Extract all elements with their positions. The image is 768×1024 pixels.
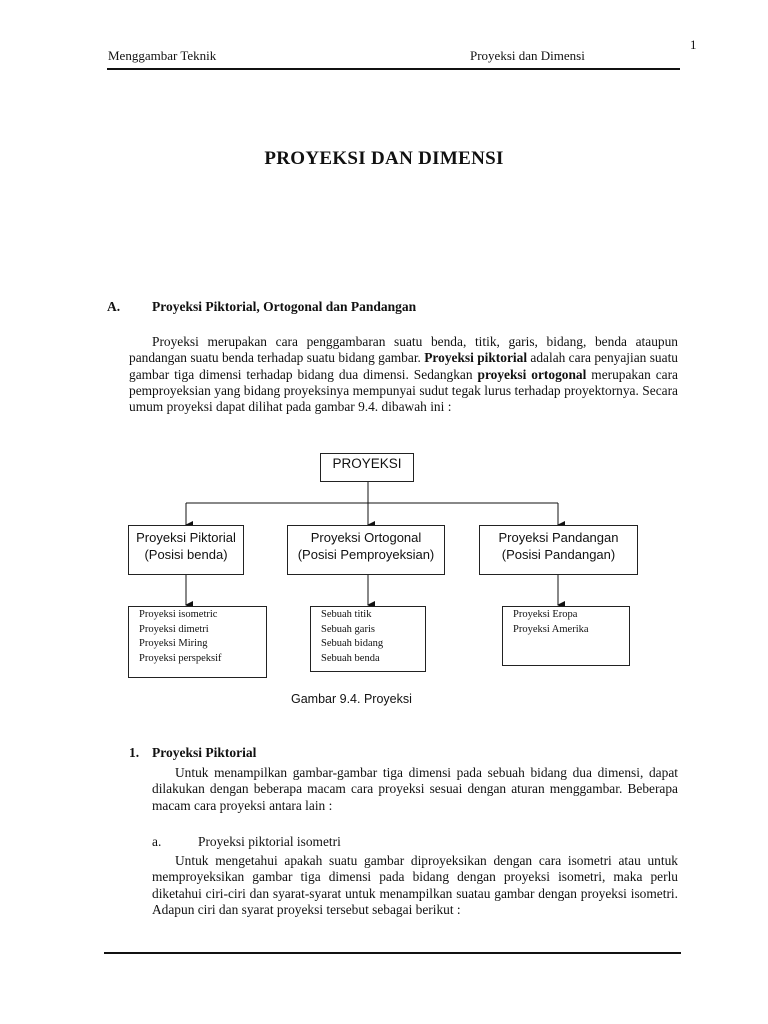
- branch-piktorial-title: Proyeksi Piktorial: [136, 530, 236, 545]
- list-item: Sebuah garis: [321, 623, 375, 635]
- intro-text-3: merupakan cara pemproyeksian yang bidang proyeksinya mempunyai sudut tegak lurus terhadap proyektornya. Secara umum proyeksi dapat dilihat pada gambar 9.4. dibawah ini :: [129, 366, 678, 415]
- figure-caption: Gambar 9.4. Proyeksi: [291, 692, 412, 706]
- header-left: Menggambar Teknik: [108, 48, 217, 63]
- branch-piktorial-subtitle: (Posisi benda): [144, 547, 228, 562]
- header-right: Proyeksi dan Dimensi: [470, 48, 585, 63]
- term-proyeksi-ortogonal: proyeksi ortogonal: [477, 366, 587, 382]
- section-1-heading: Proyeksi Piktorial: [152, 745, 257, 760]
- branch-ortogonal-subtitle: (Posisi Pemproyeksian): [297, 547, 435, 562]
- branch-box-pandangan: [479, 525, 638, 575]
- list-box-ortogonal: [310, 606, 426, 672]
- diagram-root-box: [320, 453, 414, 482]
- intro-text-1: Proyeksi merupakan cara penggambaran suatu benda, titik, garis, bidang, benda ataupun pandangan suatu benda terhadap suatu bidang gambar.: [129, 334, 678, 366]
- list-item: Proyeksi Miring: [139, 638, 208, 649]
- list-item: Sebuah bidang: [321, 638, 384, 649]
- term-proyeksi-piktorial: Proyeksi piktorial: [424, 350, 528, 366]
- section-a-letter: A.: [107, 299, 121, 314]
- subsection-a-letter: a.: [152, 834, 162, 849]
- diagram-root-label: PROYEKSI: [332, 456, 402, 471]
- subsection-a-paragraph: Untuk mengetahui apakah suatu gambar diproyeksikan dengan cara isometri atau untuk memproyeksikan gambar tiga dimensi pada bidang dengan proyeksi isometri, maka perlu diketahui ciri-ciri dan syarat-syarat untuk menampilkan suatau gambar dengan proyeksi isometri. Adapun ciri dan syarat proyeksi tersebut sebagai berikut :: [152, 853, 678, 917]
- section-1-number: 1.: [129, 745, 140, 760]
- list-item: Sebuah benda: [321, 652, 380, 664]
- subsection-a-heading: Proyeksi piktorial isometri: [198, 834, 341, 849]
- list-item: Proyeksi Amerika: [513, 623, 589, 635]
- branch-box-ortogonal: [287, 525, 445, 575]
- branch-pandangan-title: Proyeksi Pandangan: [498, 530, 619, 545]
- list-item: Proyeksi Eropa: [513, 609, 578, 620]
- section-1-paragraph: Untuk menampilkan gambar-gambar tiga dimensi pada sebuah bidang dua dimensi, dapat dilakukan dengan beberapa macam cara proyeksi sesuai dengan aturan menggambar. Beberapa macam cara proyeksi antara lain :: [152, 765, 678, 813]
- branch-pandangan-subtitle: (Posisi Pandangan): [501, 547, 616, 562]
- footer-rule: [104, 952, 681, 954]
- list-box-pandangan: [502, 606, 630, 666]
- branch-ortogonal-title: Proyeksi Ortogonal: [310, 530, 422, 545]
- list-box-piktorial: [128, 606, 267, 678]
- page-title: PROYEKSI DAN DIMENSI: [264, 148, 504, 169]
- list-item: Proyeksi dimetri: [139, 623, 209, 635]
- list-item: Proyeksi isometric: [139, 609, 218, 620]
- list-item: Sebuah titik: [321, 609, 372, 620]
- intro-text-2: adalah cara penyajian suatu gambar tiga dimensi terhadap bidang dua dimensi. Sedangkan: [129, 350, 678, 382]
- branch-box-piktorial: [128, 525, 244, 575]
- page-number: 1: [690, 37, 697, 52]
- list-item: Proyeksi perspeksif: [139, 652, 222, 664]
- section-a-heading: Proyeksi Piktorial, Ortogonal dan Pandangan: [152, 299, 417, 314]
